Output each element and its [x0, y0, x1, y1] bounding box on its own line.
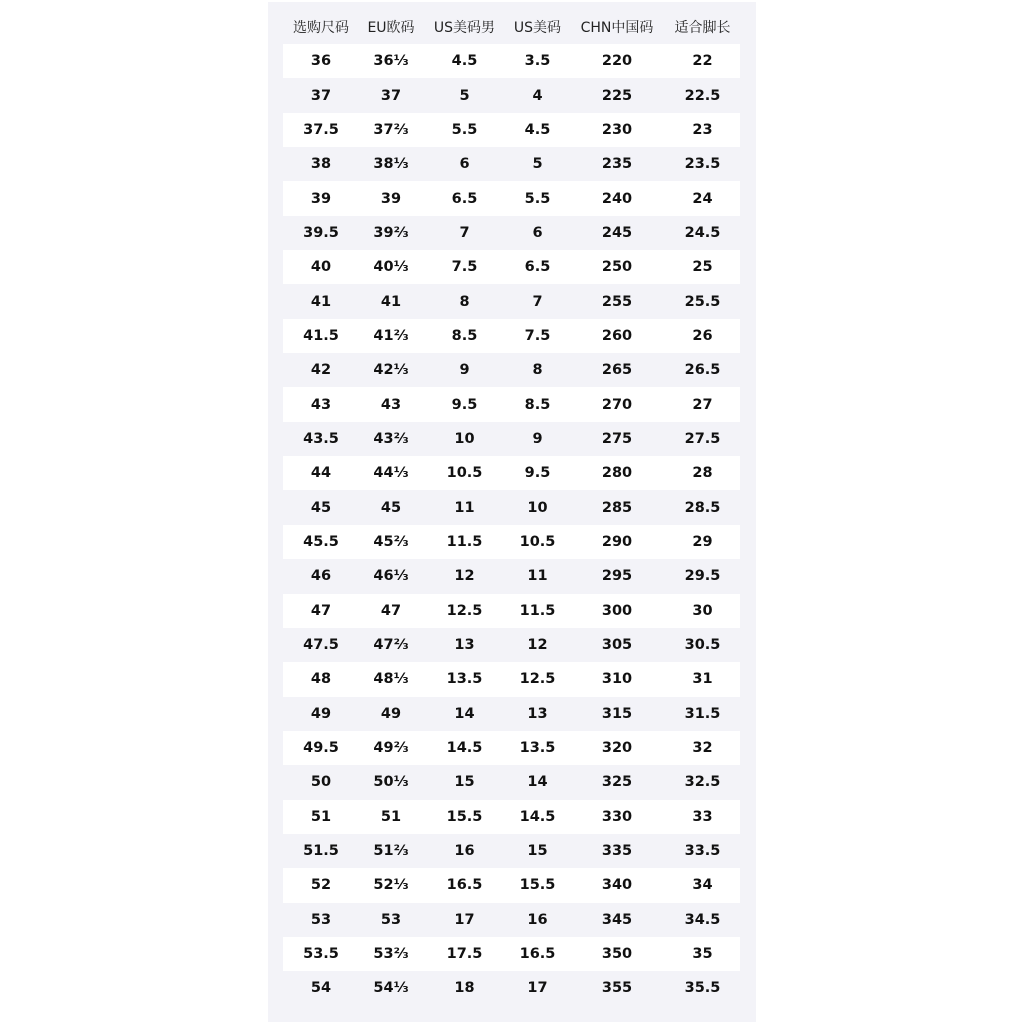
table-row	[283, 78, 740, 112]
cell-purchase-size: 40	[283, 250, 359, 284]
cell-eu-size: 42⅓	[373, 362, 409, 379]
cell-us-size: 16.5	[506, 937, 569, 971]
cell-us-men-size: 15.5	[423, 800, 506, 834]
cell-us-men-size: 13.5	[423, 662, 506, 696]
table-row	[283, 628, 740, 662]
cell-us-size: 12	[527, 637, 548, 654]
cell-eu-size: 48⅓	[359, 662, 423, 696]
cell-chn-size: 220	[569, 44, 665, 78]
cell-us-size: 11	[527, 568, 548, 585]
cell-chn-size: 275	[601, 430, 633, 447]
cell-eu-size: 43	[359, 387, 423, 421]
cell-chn-size: 345	[601, 911, 633, 928]
table-row	[283, 697, 740, 731]
table-row	[283, 868, 740, 902]
cell-chn-size: 300	[569, 594, 665, 628]
cell-chn-size: 340	[569, 868, 665, 902]
cell-us-men-size: 10	[454, 430, 475, 447]
cell-purchase-size: 48	[283, 662, 359, 696]
cell-us-size: 6	[532, 224, 543, 241]
cell-us-size: 9.5	[506, 456, 569, 490]
cell-eu-size: 54⅓	[373, 980, 409, 997]
cell-us-size: 15.5	[506, 868, 569, 902]
cell-eu-size: 45⅔	[359, 525, 423, 559]
cell-us-men-size: 6	[459, 156, 470, 173]
cell-us-men-size: 9	[459, 362, 470, 379]
cell-chn-size: 225	[601, 87, 633, 104]
cell-us-size: 16	[527, 911, 548, 928]
cell-chn-size: 330	[569, 800, 665, 834]
cell-chn-size: 265	[601, 362, 633, 379]
cell-purchase-size: 50	[310, 774, 332, 791]
cell-chn-size: 350	[569, 937, 665, 971]
cell-purchase-size: 44	[283, 456, 359, 490]
table-row	[283, 387, 740, 421]
cell-purchase-size: 45	[310, 499, 332, 516]
cell-foot-length: 22.5	[684, 87, 721, 104]
table-row	[283, 903, 740, 937]
cell-foot-length: 31	[665, 662, 740, 696]
cell-purchase-size: 43	[283, 387, 359, 421]
cell-eu-size: 46⅓	[373, 568, 409, 585]
table-row	[283, 765, 740, 799]
cell-eu-size: 45	[380, 499, 402, 516]
cell-purchase-size: 47	[283, 594, 359, 628]
cell-foot-length: 25.5	[684, 293, 721, 310]
cell-eu-size: 38⅓	[373, 156, 409, 173]
table-row	[283, 971, 740, 1005]
cell-eu-size: 49	[380, 705, 402, 722]
cell-purchase-size: 51	[283, 800, 359, 834]
cell-purchase-size: 53.5	[283, 937, 359, 971]
table-row	[283, 181, 740, 215]
cell-us-men-size: 10.5	[423, 456, 506, 490]
cell-us-size: 7.5	[506, 319, 569, 353]
cell-foot-length: 23.5	[684, 156, 721, 173]
cell-us-men-size: 12.5	[423, 594, 506, 628]
cell-purchase-size: 53	[310, 911, 332, 928]
cell-foot-length: 35	[665, 937, 740, 971]
cell-foot-length: 24	[665, 181, 740, 215]
cell-eu-size: 53	[380, 911, 402, 928]
table-row	[283, 422, 740, 456]
cell-foot-length: 31.5	[684, 705, 721, 722]
cell-us-men-size: 7.5	[423, 250, 506, 284]
cell-foot-length: 28.5	[684, 499, 721, 516]
cell-purchase-size: 42	[310, 362, 332, 379]
table-row	[283, 319, 740, 353]
cell-eu-size: 37⅔	[359, 113, 423, 147]
cell-us-men-size: 17	[454, 911, 475, 928]
cell-us-size: 6.5	[506, 250, 569, 284]
cell-eu-size: 36⅓	[359, 44, 423, 78]
cell-purchase-size: 54	[310, 980, 332, 997]
cell-foot-length: 22	[665, 44, 740, 78]
cell-chn-size: 325	[601, 774, 633, 791]
cell-us-men-size: 13	[454, 637, 475, 654]
table-row	[283, 800, 740, 834]
cell-us-men-size: 7	[459, 224, 470, 241]
header-chn-size: CHN中国码	[580, 20, 654, 36]
cell-chn-size: 250	[569, 250, 665, 284]
cell-foot-length: 34.5	[684, 911, 721, 928]
cell-eu-size: 39	[359, 181, 423, 215]
cell-chn-size: 285	[601, 499, 633, 516]
cell-purchase-size: 37.5	[283, 113, 359, 147]
table-row	[283, 525, 740, 559]
cell-foot-length: 32.5	[684, 774, 721, 791]
cell-chn-size: 280	[569, 456, 665, 490]
cell-us-size: 3.5	[506, 44, 569, 78]
cell-foot-length: 26.5	[684, 362, 721, 379]
cell-eu-size: 37	[380, 87, 402, 104]
cell-us-size: 13.5	[506, 731, 569, 765]
cell-purchase-size: 43.5	[303, 430, 339, 447]
cell-foot-length: 25	[665, 250, 740, 284]
cell-foot-length: 33.5	[684, 843, 721, 860]
cell-chn-size: 255	[601, 293, 633, 310]
table-row	[283, 559, 740, 593]
cell-us-men-size: 8.5	[423, 319, 506, 353]
cell-us-men-size: 16.5	[423, 868, 506, 902]
cell-us-size: 10	[527, 499, 548, 516]
cell-us-size: 15	[527, 843, 548, 860]
header-us-men-size: US美码男	[433, 20, 496, 36]
cell-us-size: 14	[527, 774, 548, 791]
header-foot-length: 适合脚长	[674, 20, 731, 36]
cell-us-size: 7	[532, 293, 543, 310]
cell-chn-size: 335	[601, 843, 633, 860]
cell-foot-length: 30	[665, 594, 740, 628]
cell-foot-length: 24.5	[684, 224, 721, 241]
cell-us-men-size: 11.5	[423, 525, 506, 559]
cell-us-men-size: 12	[454, 568, 475, 585]
cell-foot-length: 27	[665, 387, 740, 421]
cell-purchase-size: 37	[310, 87, 332, 104]
cell-purchase-size: 49.5	[283, 731, 359, 765]
cell-us-size: 9	[532, 430, 543, 447]
cell-us-men-size: 11	[454, 499, 475, 516]
cell-foot-length: 27.5	[684, 430, 721, 447]
cell-purchase-size: 47.5	[303, 637, 339, 654]
cell-us-men-size: 14.5	[423, 731, 506, 765]
cell-us-size: 8	[532, 362, 543, 379]
cell-us-men-size: 6.5	[423, 181, 506, 215]
cell-purchase-size: 39.5	[303, 224, 339, 241]
cell-purchase-size: 51.5	[303, 843, 339, 860]
table-row	[283, 44, 740, 78]
cell-chn-size: 295	[601, 568, 633, 585]
header-purchase-size: 选购尺码	[293, 20, 349, 36]
table-row	[283, 490, 740, 524]
cell-chn-size: 305	[601, 637, 633, 654]
cell-chn-size: 235	[601, 156, 633, 173]
cell-us-men-size: 9.5	[423, 387, 506, 421]
table-row	[283, 284, 740, 318]
cell-chn-size: 240	[569, 181, 665, 215]
table-row	[283, 113, 740, 147]
cell-us-size: 5	[532, 156, 543, 173]
cell-eu-size: 47	[359, 594, 423, 628]
cell-us-men-size: 18	[454, 980, 475, 997]
cell-eu-size: 47⅔	[373, 637, 409, 654]
size-chart-body	[283, 44, 740, 1006]
cell-us-size: 4	[532, 87, 543, 104]
cell-foot-length: 26	[665, 319, 740, 353]
header-eu-size: EU欧码	[367, 20, 415, 36]
header-row	[283, 10, 740, 44]
table-row	[283, 731, 740, 765]
size-chart-table	[283, 10, 740, 1006]
table-row	[283, 147, 740, 181]
cell-chn-size: 230	[569, 113, 665, 147]
cell-purchase-size: 52	[283, 868, 359, 902]
cell-eu-size: 53⅔	[359, 937, 423, 971]
size-chart-header	[283, 10, 740, 44]
cell-eu-size: 41	[380, 293, 402, 310]
cell-us-size: 11.5	[506, 594, 569, 628]
cell-foot-length: 33	[665, 800, 740, 834]
table-row	[283, 216, 740, 250]
cell-chn-size: 290	[569, 525, 665, 559]
cell-foot-length: 30.5	[684, 637, 721, 654]
table-row	[283, 834, 740, 868]
cell-eu-size: 51⅔	[373, 843, 409, 860]
cell-purchase-size: 49	[310, 705, 332, 722]
header-us-size: US美码	[513, 20, 562, 36]
cell-eu-size: 43⅔	[373, 430, 409, 447]
table-row	[283, 662, 740, 696]
cell-foot-length: 35.5	[684, 980, 721, 997]
table-row	[283, 353, 740, 387]
cell-eu-size: 39⅔	[373, 224, 409, 241]
cell-chn-size: 245	[601, 224, 633, 241]
cell-purchase-size: 45.5	[283, 525, 359, 559]
cell-eu-size: 51	[359, 800, 423, 834]
cell-purchase-size: 41	[310, 293, 332, 310]
cell-us-men-size: 4.5	[423, 44, 506, 78]
cell-us-men-size: 14	[454, 705, 475, 722]
cell-chn-size: 355	[601, 980, 633, 997]
cell-eu-size: 44⅓	[359, 456, 423, 490]
cell-foot-length: 28	[665, 456, 740, 490]
cell-eu-size: 40⅓	[359, 250, 423, 284]
cell-foot-length: 23	[665, 113, 740, 147]
cell-us-size: 12.5	[506, 662, 569, 696]
cell-eu-size: 50⅓	[373, 774, 409, 791]
cell-chn-size: 320	[569, 731, 665, 765]
table-row	[283, 937, 740, 971]
cell-foot-length: 29	[665, 525, 740, 559]
cell-us-size: 4.5	[506, 113, 569, 147]
cell-us-size: 17	[527, 980, 548, 997]
cell-foot-length: 34	[665, 868, 740, 902]
table-row	[283, 250, 740, 284]
cell-purchase-size: 38	[310, 156, 332, 173]
cell-us-men-size: 5.5	[423, 113, 506, 147]
cell-us-men-size: 8	[459, 293, 470, 310]
cell-us-men-size: 5	[459, 87, 470, 104]
cell-us-size: 8.5	[506, 387, 569, 421]
cell-eu-size: 49⅔	[359, 731, 423, 765]
cell-us-men-size: 15	[454, 774, 475, 791]
cell-chn-size: 260	[569, 319, 665, 353]
cell-chn-size: 270	[569, 387, 665, 421]
cell-chn-size: 315	[601, 705, 633, 722]
cell-eu-size: 41⅔	[359, 319, 423, 353]
cell-purchase-size: 46	[310, 568, 332, 585]
cell-foot-length: 32	[665, 731, 740, 765]
cell-us-men-size: 16	[454, 843, 475, 860]
cell-us-size: 10.5	[506, 525, 569, 559]
cell-foot-length: 29.5	[684, 568, 721, 585]
cell-chn-size: 310	[569, 662, 665, 696]
cell-us-men-size: 17.5	[423, 937, 506, 971]
table-row	[283, 456, 740, 490]
cell-purchase-size: 36	[283, 44, 359, 78]
cell-purchase-size: 41.5	[283, 319, 359, 353]
cell-eu-size: 52⅓	[359, 868, 423, 902]
cell-us-size: 14.5	[506, 800, 569, 834]
cell-purchase-size: 39	[283, 181, 359, 215]
cell-us-size: 5.5	[506, 181, 569, 215]
table-row	[283, 594, 740, 628]
cell-us-size: 13	[527, 705, 548, 722]
